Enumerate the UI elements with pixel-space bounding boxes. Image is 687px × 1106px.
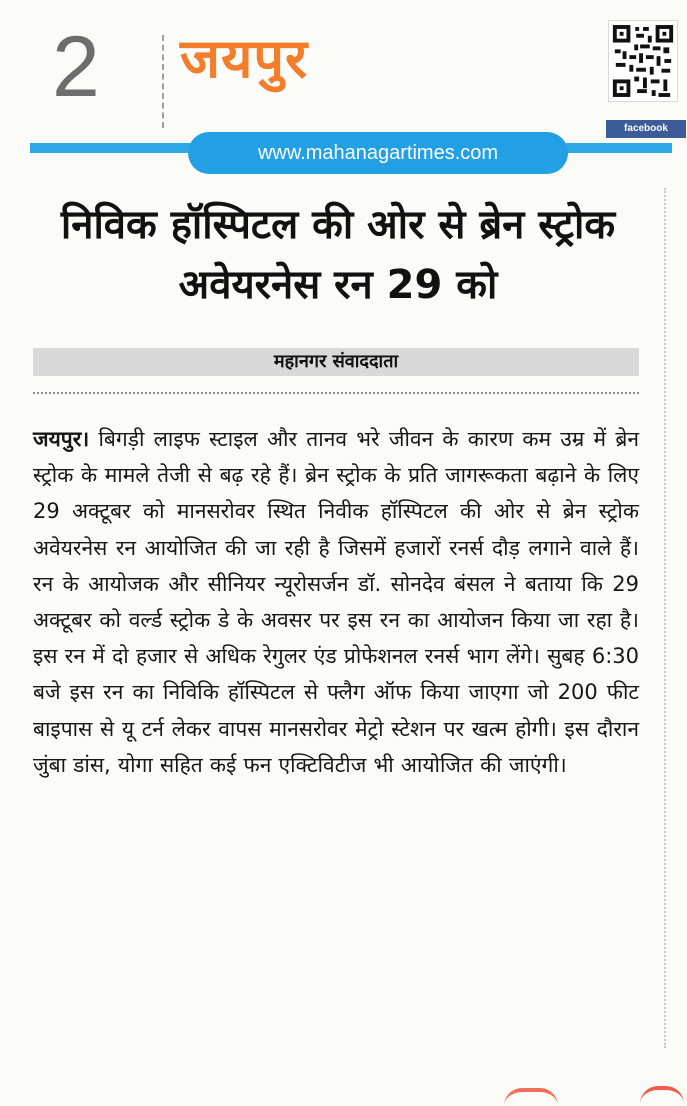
headline: निविक हॉस्पिटल की ओर से ब्रेन स्ट्रोक अवेयरनेस रन 29 को bbox=[60, 202, 616, 308]
article-body bbox=[33, 421, 639, 783]
facebook-badge: facebook bbox=[606, 120, 686, 138]
article-lead: जयपुर। bbox=[33, 427, 90, 451]
website-link[interactable]: www.mahanagartimes.com bbox=[188, 132, 568, 174]
right-dotted-rule bbox=[664, 188, 666, 1048]
byline: महानगर संवाददाता bbox=[273, 351, 399, 372]
qr-code-icon[interactable] bbox=[608, 20, 678, 102]
city-title: जयपुर bbox=[180, 27, 309, 90]
header-divider bbox=[162, 35, 164, 128]
bottom-partial-mark-right bbox=[640, 1086, 684, 1104]
article-text: बिगड़ी लाइफ स्टाइल और तानव भरे जीवन के कारण कम उम्र में ब्रेन स्ट्रोक के मामले तेजी से बढ़ रहे हैं। ब्रेन स्ट्रोक के प्रति जागरूकता बढ़ाने के लिए 29 अक्टूबर को मानसरोवर स्थित निवीक हॉस्पिटल की ओर से ब्रेन स्ट्रोक अवेयरनेस रन आयोजित की जा रही है जिसमें हजारों रनर्स दौड़ लगाने वाले हैं। रन के आयोजक और सीनियर न्यूरोसर्जन डॉ. सोनदेव बंसल ने बताया कि 29 अक्टूबर को वर्ल्ड स्ट्रोक डे के अवसर पर इस रन का आयोजन किया जा रहा है। इस रन में दो हजार से अधिक रेगुलर एंड प्रोफेशनल रनर्स भाग लेंगे। सुबह 6:30 बजे इस रन का निविकि हॉस्पिटल से फ्लैग ऑफ किया जाएगा जो 200 फीट बाइपास से यू टर्न लेकर वापस मानसरोवर मेट्रो स्टेशन पर खत्म होगी। इस दौरान जुंबा डांस, योगा सहित कई फन एक्टिविटीज भी आयोजित की जाएंगी। bbox=[33, 427, 639, 777]
page-number: 2 bbox=[52, 19, 100, 115]
bottom-partial-mark-left bbox=[504, 1088, 558, 1106]
byline-divider bbox=[33, 392, 639, 394]
